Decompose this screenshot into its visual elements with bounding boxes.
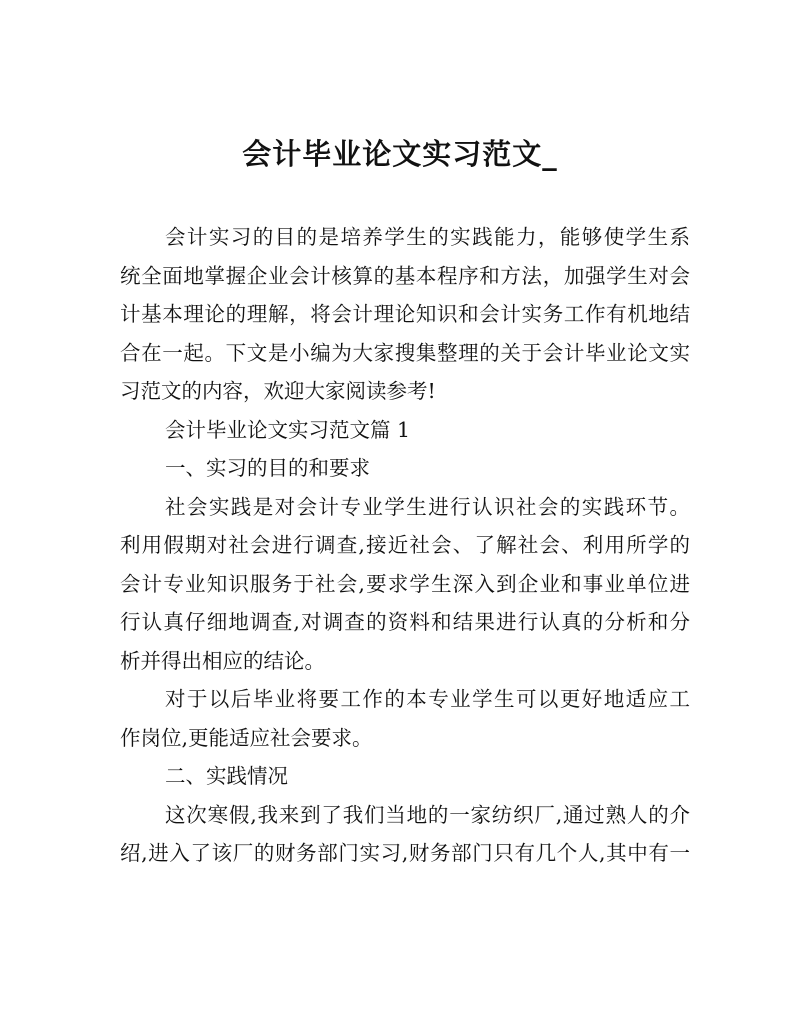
paragraph-line: 作岗位,更能适应社会要求。	[120, 725, 373, 750]
paragraph-line: 对于以后毕业将要工作的本专业学生可以更好地适应工	[165, 687, 690, 711]
paragraph-line: 析并得出相应的结论。	[120, 648, 325, 673]
paragraph-line: 合在一起。下文是小编为大家搜集整理的关于会计毕业论文实	[120, 340, 690, 365]
paragraph-line: 会计专业知识服务于社会,要求学生深入到企业和事业单位进	[120, 571, 690, 596]
section-heading: 二、实践情况	[165, 764, 288, 788]
section-heading: 一、实习的目的和要求	[165, 456, 370, 480]
document-title: 会计毕业论文实习范文_	[242, 137, 558, 171]
document-body	[120, 218, 690, 873]
section-heading: 会计毕业论文实习范文篇 1	[165, 417, 411, 442]
paragraph-line: 利用假期对社会进行调查,接近社会、了解社会、利用所学的	[120, 533, 690, 557]
paragraph-line: 这次寒假,我来到了我们当地的一家纺织厂,通过熟人的介	[165, 802, 690, 827]
paragraph-line: 会计实习的目的是培养学生的实践能力，能够使学生系	[165, 225, 690, 249]
paragraph-line: 社会实践是对会计专业学生进行认识社会的实践环节。	[165, 494, 690, 519]
paragraph-line: 统全面地掌握企业会计核算的基本程序和方法，加强学生对会	[120, 263, 690, 288]
paragraph-line: 计基本理论的理解，将会计理论知识和会计实务工作有机地结	[120, 302, 690, 326]
paragraph-line: 行认真仔细地调查,对调查的资料和结果进行认真的分析和分	[120, 610, 690, 634]
paragraph-line: 绍,进入了该厂的财务部门实习,财务部门只有几个人,其中有一	[120, 841, 690, 865]
paragraph-line: 习范文的内容，欢迎大家阅读参考!	[120, 379, 436, 403]
